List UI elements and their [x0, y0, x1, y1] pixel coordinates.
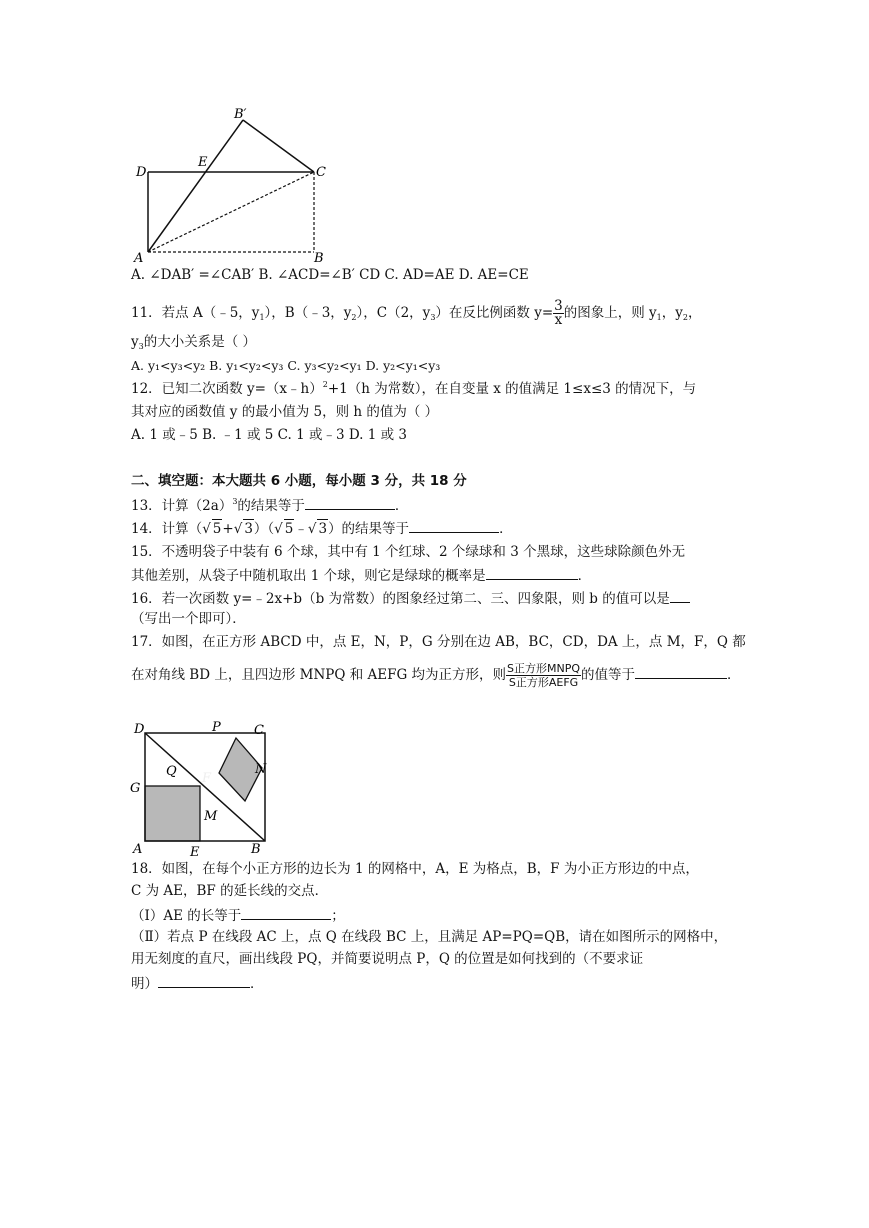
answer-blank[interactable]	[158, 973, 250, 988]
q18-line6: 明） ．	[131, 973, 264, 993]
q17-line1: 17．如图，在正方形 ABCD 中，点 E，N，P，G 分别在边 AB，BC，CD，DA 上，点 M，F，Q 都	[131, 634, 746, 650]
q16-line1: 16．若一次函数 y=﹣2x+b（b 为常数）的图象经过第二、三、四象限，则 b 的值可以是	[131, 588, 690, 608]
label-A: A	[134, 251, 144, 264]
label-E: E	[198, 155, 208, 170]
q10-options: A. ∠DAB′ =∠CAB′ B. ∠ACD=∠B′ CD C. AD=AE D. AE=CE	[131, 267, 529, 283]
q18-line3: （Ⅰ）AE 的长等于 ；	[131, 905, 345, 925]
label-B1: B′	[234, 107, 247, 122]
label-Q: Q	[166, 764, 177, 779]
answer-blank[interactable]	[670, 588, 690, 603]
fraction-3-over-x: $\frac{3}{x}$	[554, 298, 563, 328]
figure-rectangle-fold	[128, 104, 338, 264]
q18-line1: 18．如图，在每个小正方形的边长为 1 的网格中，A，E 为格点，B，F 为小正方形边的中点，	[131, 861, 699, 877]
q15-line2: 其他差别，从袋子中随机取出 1 个球，则它是绿球的概率是 ．	[131, 565, 591, 585]
answer-blank[interactable]	[409, 518, 499, 533]
section-heading: 二、填空题：本大题共 6 小题，每小题 3 分，共 18 分	[131, 473, 467, 489]
label-C: C	[254, 723, 264, 738]
q13: 13．计算$(2a)^3$的结果等于 ．	[131, 497, 409, 514]
q11-line1: 11．若点 A（﹣5，$y_1$），B（﹣3，$y_2$），C（2，$y_3$）在反比例函数 y= $\frac{3}{x}$ 的图象上，则 $y_1$，$y_2$，	[131, 298, 702, 328]
q11-line2: $y_3$的大小关系是（ ）	[131, 334, 257, 351]
label-N: N	[255, 762, 267, 777]
q18-line2: C 为 AE，BF 的延长线的交点．	[131, 883, 329, 899]
label-F: F	[202, 771, 212, 786]
fraction-area-ratio: $\frac{\text{S正方形MNPQ}}{\text{S正方形AEFG}}$	[507, 662, 581, 689]
q17-line2: 在对角线 BD 上，且四边形 MNPQ 和 AEFG 均为正方形，则 $\frac{\text{S正方形MNPQ}}{\text{S正方形AEFG}}$ 的值等于 ．	[131, 662, 741, 689]
q18-line4: （Ⅱ）若点 P 在线段 AC 上，点 Q 在线段 BC 上，且满足 AP=PQ=QB，请在如图所示的网格中，	[131, 929, 728, 945]
label-B: B	[314, 251, 324, 264]
label-M: M	[204, 809, 218, 824]
answer-blank[interactable]	[305, 495, 395, 510]
q12-line1: 12．已知二次函数 y=（x﹣h）$^2$+1（h 为常数），在自变量 x 的值满足 1≤x≤3 的情况下，与	[131, 380, 697, 397]
q18-line5: 用无刻度的直尺，画出线段 PQ，并简要说明点 P，Q 的位置是如何找到的（不要求证	[131, 951, 644, 967]
answer-blank[interactable]	[241, 905, 331, 920]
answer-blank[interactable]	[486, 565, 578, 580]
label-D: D	[134, 722, 145, 737]
q16-line2: （写出一个即可）．	[131, 611, 246, 627]
label-D: D	[136, 165, 147, 180]
answer-blank[interactable]	[635, 664, 727, 679]
figure-squares	[126, 718, 276, 858]
label-G: G	[130, 781, 141, 796]
q12-line2: 其对应的函数值 y 的最小值为 5，则 h 的值为（ ）	[131, 404, 439, 420]
label-C: C	[316, 165, 326, 180]
label-B: B	[251, 842, 261, 857]
label-A: A	[133, 842, 143, 857]
q15-line1: 15．不透明袋子中装有 6 个球，其中有 1 个红球、2 个绿球和 3 个黑球，这些球除颜色外无	[131, 544, 686, 560]
q11-options: A. y₁<y₃<y₂ B. y₁<y₂<y₃ C. y₃<y₂<y₁ D. y₂<y₁<y₃	[131, 358, 441, 373]
label-E: E	[190, 845, 200, 858]
q12-options: A. 1 或﹣5 B. ﹣1 或 5 C. 1 或﹣3 D. 1 或 3	[131, 427, 408, 443]
label-P: P	[212, 720, 221, 735]
q14: 14．计算（√ 5+√ 3）（√ 5﹣√ 3）的结果等于 ．	[131, 518, 513, 538]
